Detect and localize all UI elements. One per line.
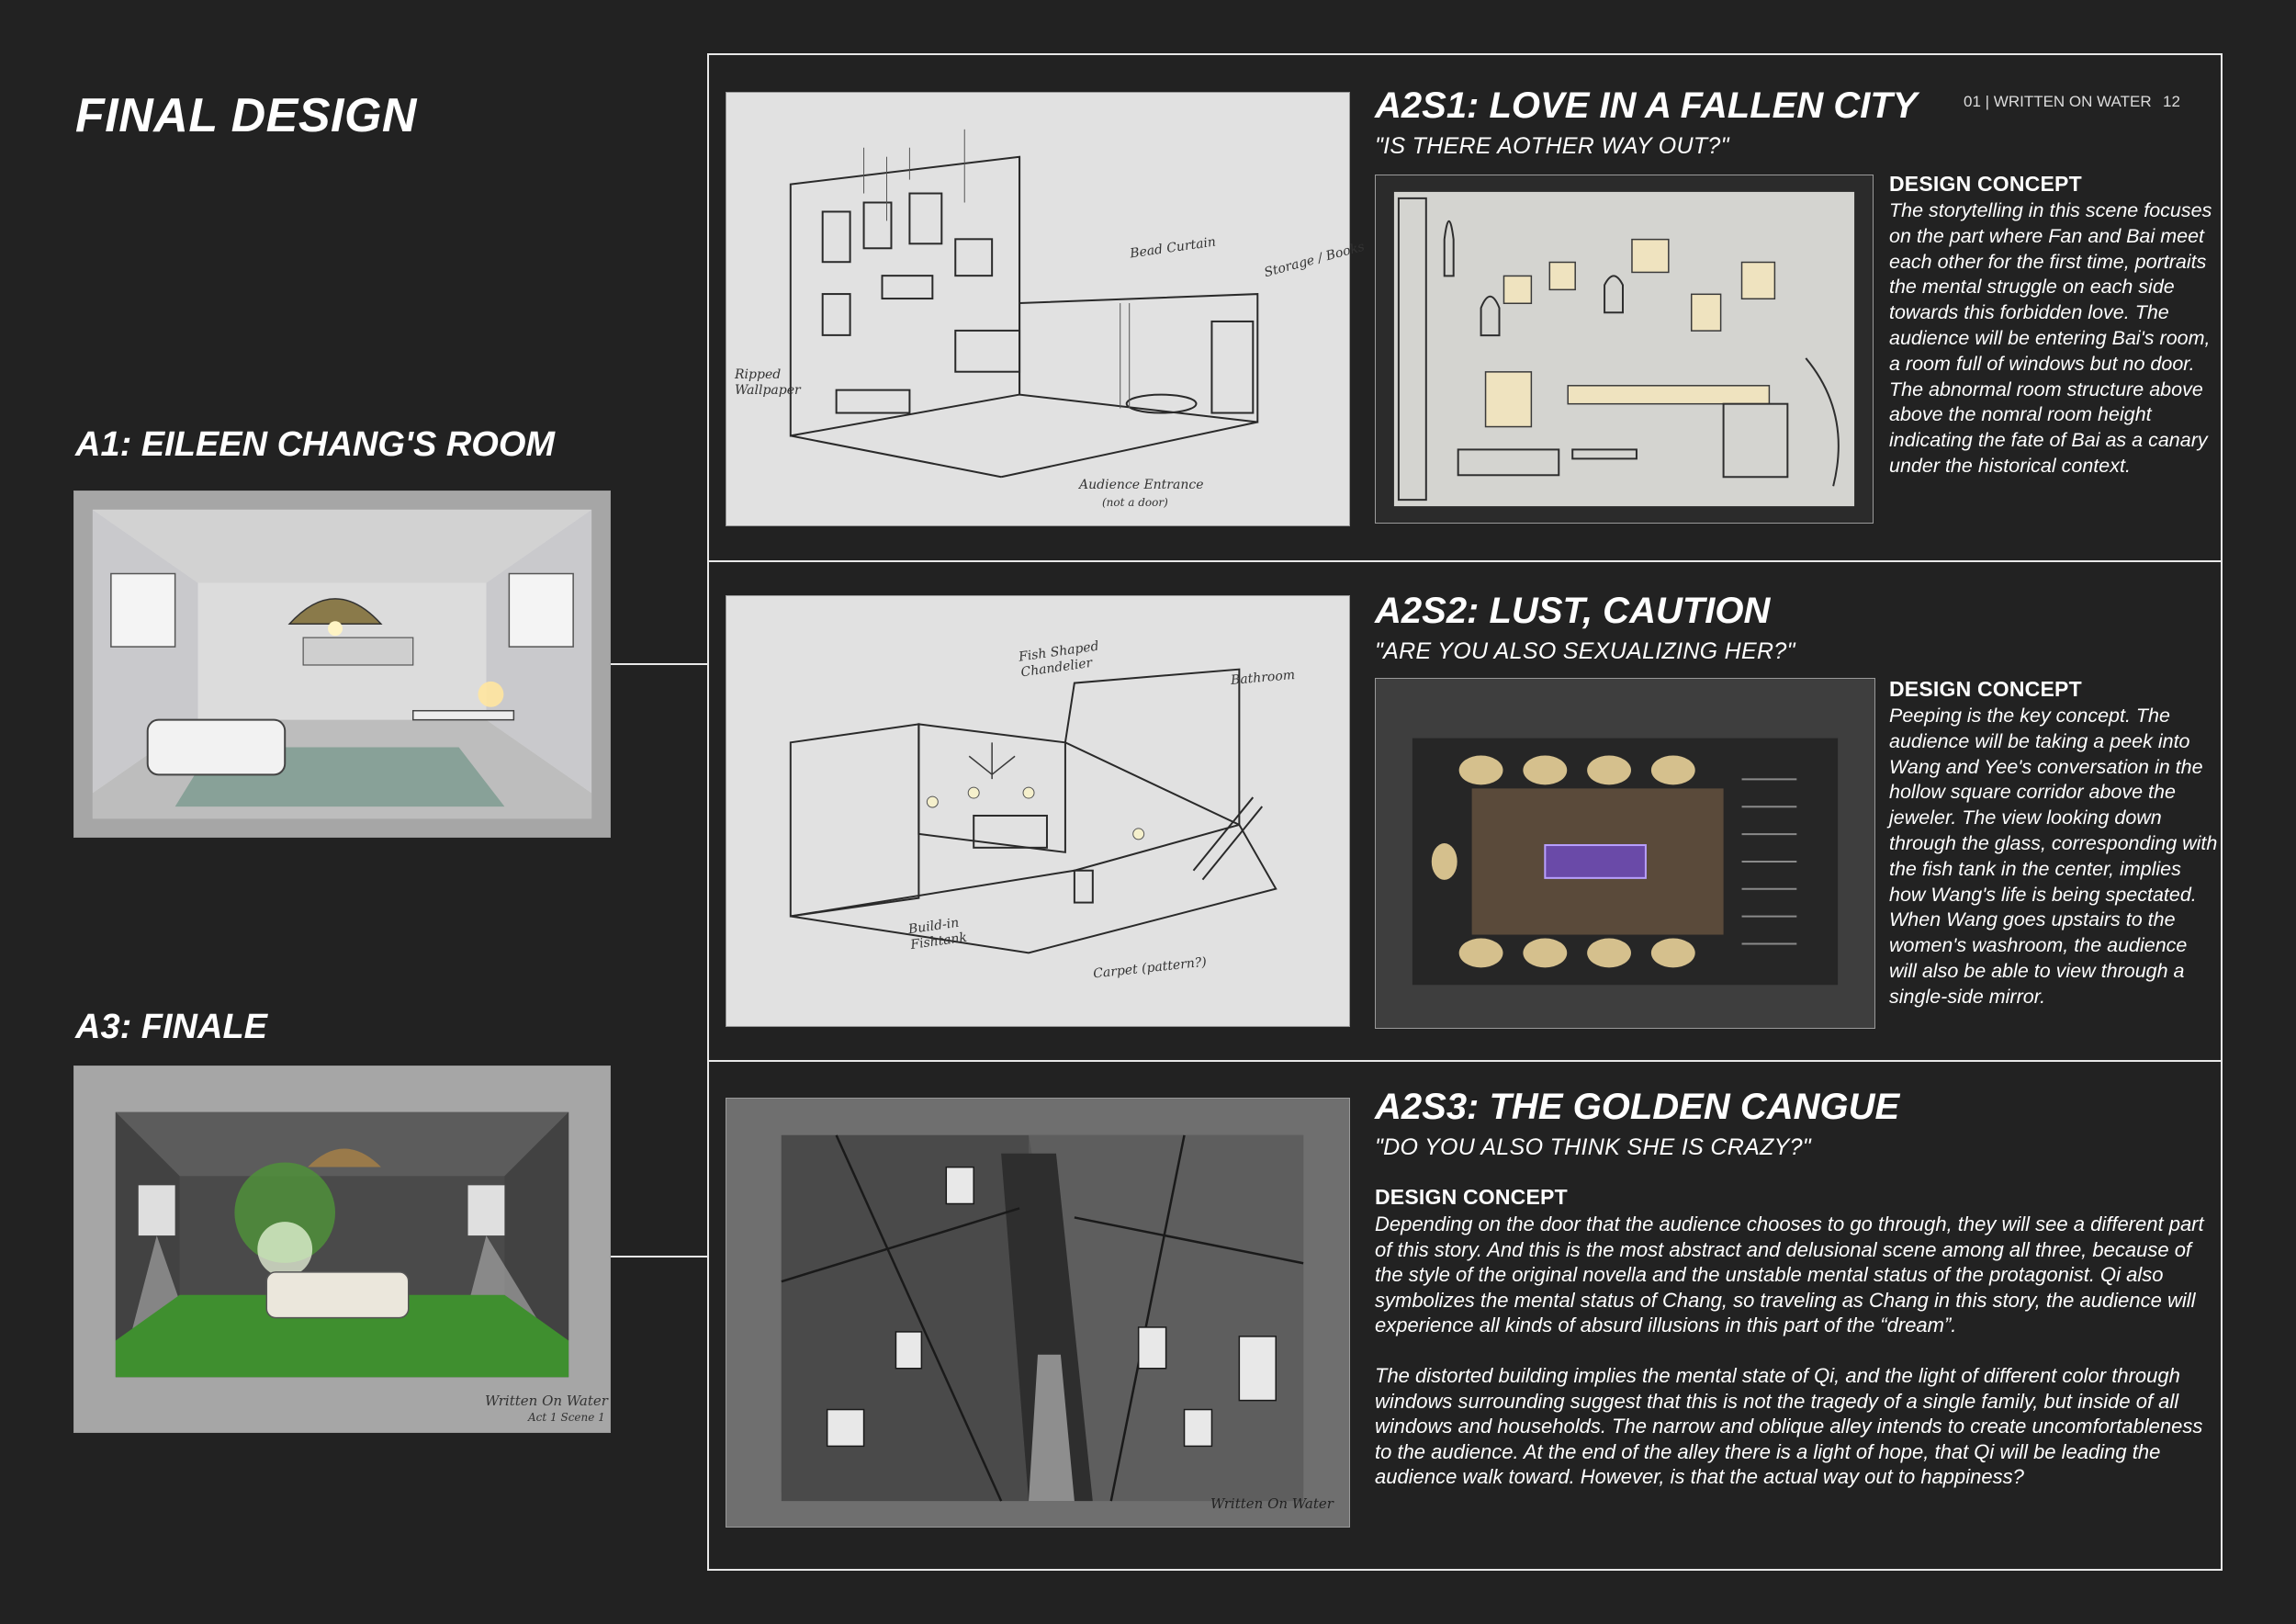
scene-divider-1 xyxy=(707,560,2223,562)
a3-finale-rendering xyxy=(73,1066,611,1433)
scene1-note-storage: Storage / Books xyxy=(1262,239,1367,281)
scene3-signature: Written On Water xyxy=(1210,1495,1334,1512)
scene1-quote: "IS THERE AOTHER WAY OUT?" xyxy=(1375,133,1729,159)
page-number: 12 xyxy=(2163,93,2180,110)
a3-signature-name: Written On Water xyxy=(485,1393,608,1409)
scene1-note-entrance: Audience Entrance xyxy=(1079,478,1204,492)
scene1-title: A2S1: LOVE IN A FALLEN CITY xyxy=(1375,85,1918,126)
a3-signature-act: Act 1 Scene 1 xyxy=(528,1411,605,1424)
scene3-title: A2S3: THE GOLDEN CANGUE xyxy=(1375,1087,1900,1127)
scene3-concept-text-2: The distorted building implies the mental state of Qi, and the light of different color through windows surrounding suggest that this is not the tragedy of a single family, but inside of all windows and households. The narrow and oblique alley intends to create uncomfortableness to the audience. At the end of the alley there is a light of hope, that Qi will be leading the audience walk toward. However, is that the actual way out to happiness? xyxy=(1375,1363,2203,1489)
section-label: 01 | WRITTEN ON WATER xyxy=(1964,93,2152,110)
a3-title: A3: FINALE xyxy=(75,1008,267,1046)
scene2-concept-title: DESIGN CONCEPT xyxy=(1889,677,2082,701)
a1-title: A1: EILEEN CHANG'S ROOM xyxy=(75,425,556,464)
scene1-rendering xyxy=(1375,175,1874,524)
scene3-concept xyxy=(1375,1185,2213,1490)
a1-room-rendering xyxy=(73,491,611,838)
connector-a1 xyxy=(611,663,708,665)
scene3-concept-title: DESIGN CONCEPT xyxy=(1375,1185,1568,1209)
scene2-note-bathroom: Bathroom xyxy=(1230,667,1296,689)
scene1-sketch xyxy=(726,92,1350,526)
scene1-note-wallpaper: Ripped Wallpaper xyxy=(735,367,801,398)
page-title: FINAL DESIGN xyxy=(75,89,417,142)
scene2-title: A2S2: LUST, CAUTION xyxy=(1375,591,1771,631)
scene2-concept-text: Peeping is the key concept. The audience will be taking a peek into Wang and Yee's conversation in the hollow square corridor above the jeweler. The view looking down through the glass, corresponding with the fish tank in the center, implies how Wang's life is being spectated. When Wang goes upstairs to the women's washroom, the audience will also be able to view through a single-side mirror. xyxy=(1889,705,2218,1008)
scene3-quote: "DO YOU ALSO THINK SHE IS CRAZY?" xyxy=(1375,1134,1811,1160)
connector-a3 xyxy=(611,1256,708,1257)
scene3-concept-text-1: Depending on the door that the audience chooses to go through, they will see a different part of this story. And this is the most abstract and delusional scene among all three, because of the style of the original novella and the unstable mental status of the protagonist. Qi also symbolizes the mental status of Chang, so traveling as Chang in this story, the audience will experience all kinds of absurd illusions in this part of the “dream”. xyxy=(1375,1212,2204,1337)
scene1-note-curtain: Bead Curtain xyxy=(1129,234,1217,262)
scene2-note-chandelier: Fish Shaped Chandelier xyxy=(1018,638,1100,681)
scene1-concept-text: The storytelling in this scene focuses on the part where Fan and Bai meet each other for the first time, portraits the mental struggle on each side towards this forbidden love. The audience will be entering Bai's room, a room full of windows but no door. The abnormal room structure above above the nomral room height indicating the fate of Bai as a canary under the historical context. xyxy=(1889,199,2212,477)
scene2-concept xyxy=(1889,677,2220,1010)
scene1-concept xyxy=(1889,172,2220,479)
scene3-sketch xyxy=(726,1098,1350,1528)
scene2-rendering xyxy=(1375,678,1875,1029)
scene-divider-2 xyxy=(707,1060,2223,1062)
scene1-concept-title: DESIGN CONCEPT xyxy=(1889,172,2082,196)
scene2-note-carpet: Carpet (pattern?) xyxy=(1092,954,1208,982)
scene2-note-fishtank: Build-in Fishtank xyxy=(907,915,968,953)
scene2-quote: "ARE YOU ALSO SEXUALIZING HER?" xyxy=(1375,638,1795,664)
scene1-note-entrance-sub: (not a door) xyxy=(1102,496,1168,509)
